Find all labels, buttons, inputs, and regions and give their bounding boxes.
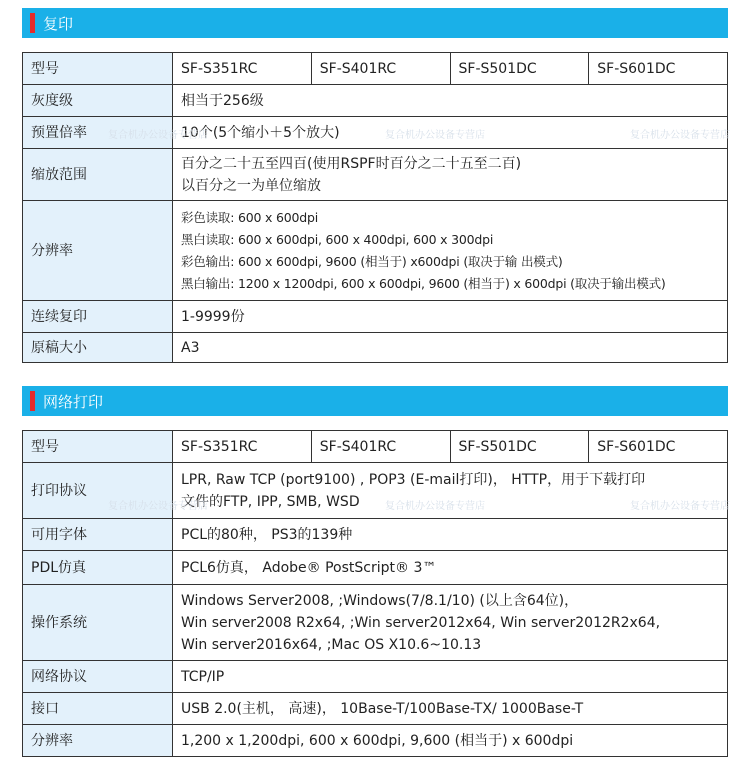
value-line: 黑白输出: 1200 x 1200dpi, 600 x 600dpi, 9600 (相当于) x 600dpi (取决于输出模式) — [181, 275, 666, 291]
row-label-print-resolution: 分辨率 — [23, 725, 173, 757]
copy-spec-table — [22, 52, 728, 363]
row-value-continuous-copy: 1-9999份 — [173, 301, 728, 333]
row-label-print-protocol: 打印协议 — [23, 463, 173, 519]
row-label-continuous-copy: 连续复印 — [23, 301, 173, 333]
row-label-grayscale: 灰度级 — [23, 85, 173, 117]
row-value-network-protocol: TCP/IP — [173, 661, 728, 693]
table-row — [23, 585, 728, 661]
model-cell: SF-S601DC — [589, 53, 728, 85]
value-line: Windows Server2008, ;Windows(7/8.1/10) (以上含64位)， — [181, 592, 579, 609]
table-row — [23, 149, 728, 201]
watermark-text: 复合机办公设备专营店 — [108, 130, 208, 141]
row-label-network-protocol: 网络协议 — [23, 661, 173, 693]
row-label-original-size: 原稿大小 — [23, 333, 173, 363]
value-line: 文件的FTP, IPP, SMB, WSD — [181, 493, 360, 510]
value-line: 以百分之一为单位缩放 — [181, 177, 321, 194]
model-cell: SF-S501DC — [450, 53, 589, 85]
value-line: 黑白读取: 600 x 600dpi, 600 x 400dpi, 600 x 300dpi — [181, 231, 494, 247]
row-value-grayscale: 相当于256级 — [173, 85, 728, 117]
table-row — [23, 519, 728, 551]
value-line: 彩色输出: 600 x 600dpi, 9600 (相当于) x600dpi (取决于输 出模式) — [181, 253, 563, 269]
row-label-interface: 接口 — [23, 693, 173, 725]
model-cell: SF-S351RC — [173, 53, 312, 85]
table-row — [23, 551, 728, 585]
row-label-model: 型号 — [23, 431, 173, 463]
value-line: Win server2008 R2x64, ;Win server2012x64, Win server2012R2x64, — [181, 614, 661, 631]
network-print-section-header — [22, 386, 728, 416]
value-line: Win server2016x64, ;Mac OS X10.6~10.13 — [181, 636, 482, 653]
network-print-section-title: 网络打印 — [43, 392, 104, 411]
model-cell: SF-S401RC — [311, 53, 450, 85]
row-value-zoom-range — [173, 149, 728, 201]
value-line: LPR, Raw TCP (port9100) , POP3 (E-mail打印)， HTTP，用于下载打印 — [181, 471, 646, 488]
row-label-resolution: 分辨率 — [23, 201, 173, 301]
model-cell: SF-S601DC — [589, 431, 728, 463]
copy-section-title: 复印 — [43, 14, 74, 33]
watermark-text: 复合机办公设备专营店 — [630, 130, 730, 141]
watermark-text: 复合机办公设备专营店 — [385, 501, 485, 512]
table-row — [23, 201, 728, 301]
row-value-resolution — [173, 201, 728, 301]
table-row — [23, 431, 728, 463]
table-row — [23, 661, 728, 693]
row-value-os — [173, 585, 728, 661]
watermark-text: 复合机办公设备专营店 — [108, 501, 208, 512]
copy-section-header — [22, 8, 728, 38]
row-value-pdl: PCL6仿真， Adobe® PostScript® 3™ — [173, 551, 728, 585]
row-value-interface: USB 2.0(主机， 高速)， 10Base-T/100Base-TX/ 1000Base-T — [173, 693, 728, 725]
value-line: 百分之二十五至四百(使用RSPF时百分之二十五至二百) — [181, 155, 522, 172]
model-cell: SF-S351RC — [173, 431, 312, 463]
row-label-model: 型号 — [23, 53, 173, 85]
table-row — [23, 725, 728, 757]
row-value-fonts: PCL的80种， PS3的139种 — [173, 519, 728, 551]
row-label-zoom-range: 缩放范围 — [23, 149, 173, 201]
model-cell: SF-S501DC — [450, 431, 589, 463]
row-value-print-resolution: 1,200 x 1,200dpi, 600 x 600dpi, 9,600 (相当于) x 600dpi — [173, 725, 728, 757]
row-value-preset-ratio: 10个(5个缩小＋5个放大) — [173, 117, 728, 149]
row-label-preset-ratio: 预置倍率 — [23, 117, 173, 149]
network-print-spec-table — [22, 430, 728, 757]
row-value-original-size: A3 — [173, 333, 728, 363]
section-marker — [30, 391, 35, 411]
table-row — [23, 301, 728, 333]
table-row — [23, 53, 728, 85]
table-row — [23, 333, 728, 363]
table-row — [23, 85, 728, 117]
watermark-text: 复合机办公设备专营店 — [630, 501, 730, 512]
section-marker — [30, 13, 35, 33]
model-cell: SF-S401RC — [311, 431, 450, 463]
row-label-os: 操作系统 — [23, 585, 173, 661]
watermark-text: 复合机办公设备专营店 — [385, 130, 485, 141]
row-label-pdl: PDL仿真 — [23, 551, 173, 585]
value-line: 彩色读取: 600 x 600dpi — [181, 209, 318, 225]
row-label-fonts: 可用字体 — [23, 519, 173, 551]
table-row — [23, 693, 728, 725]
